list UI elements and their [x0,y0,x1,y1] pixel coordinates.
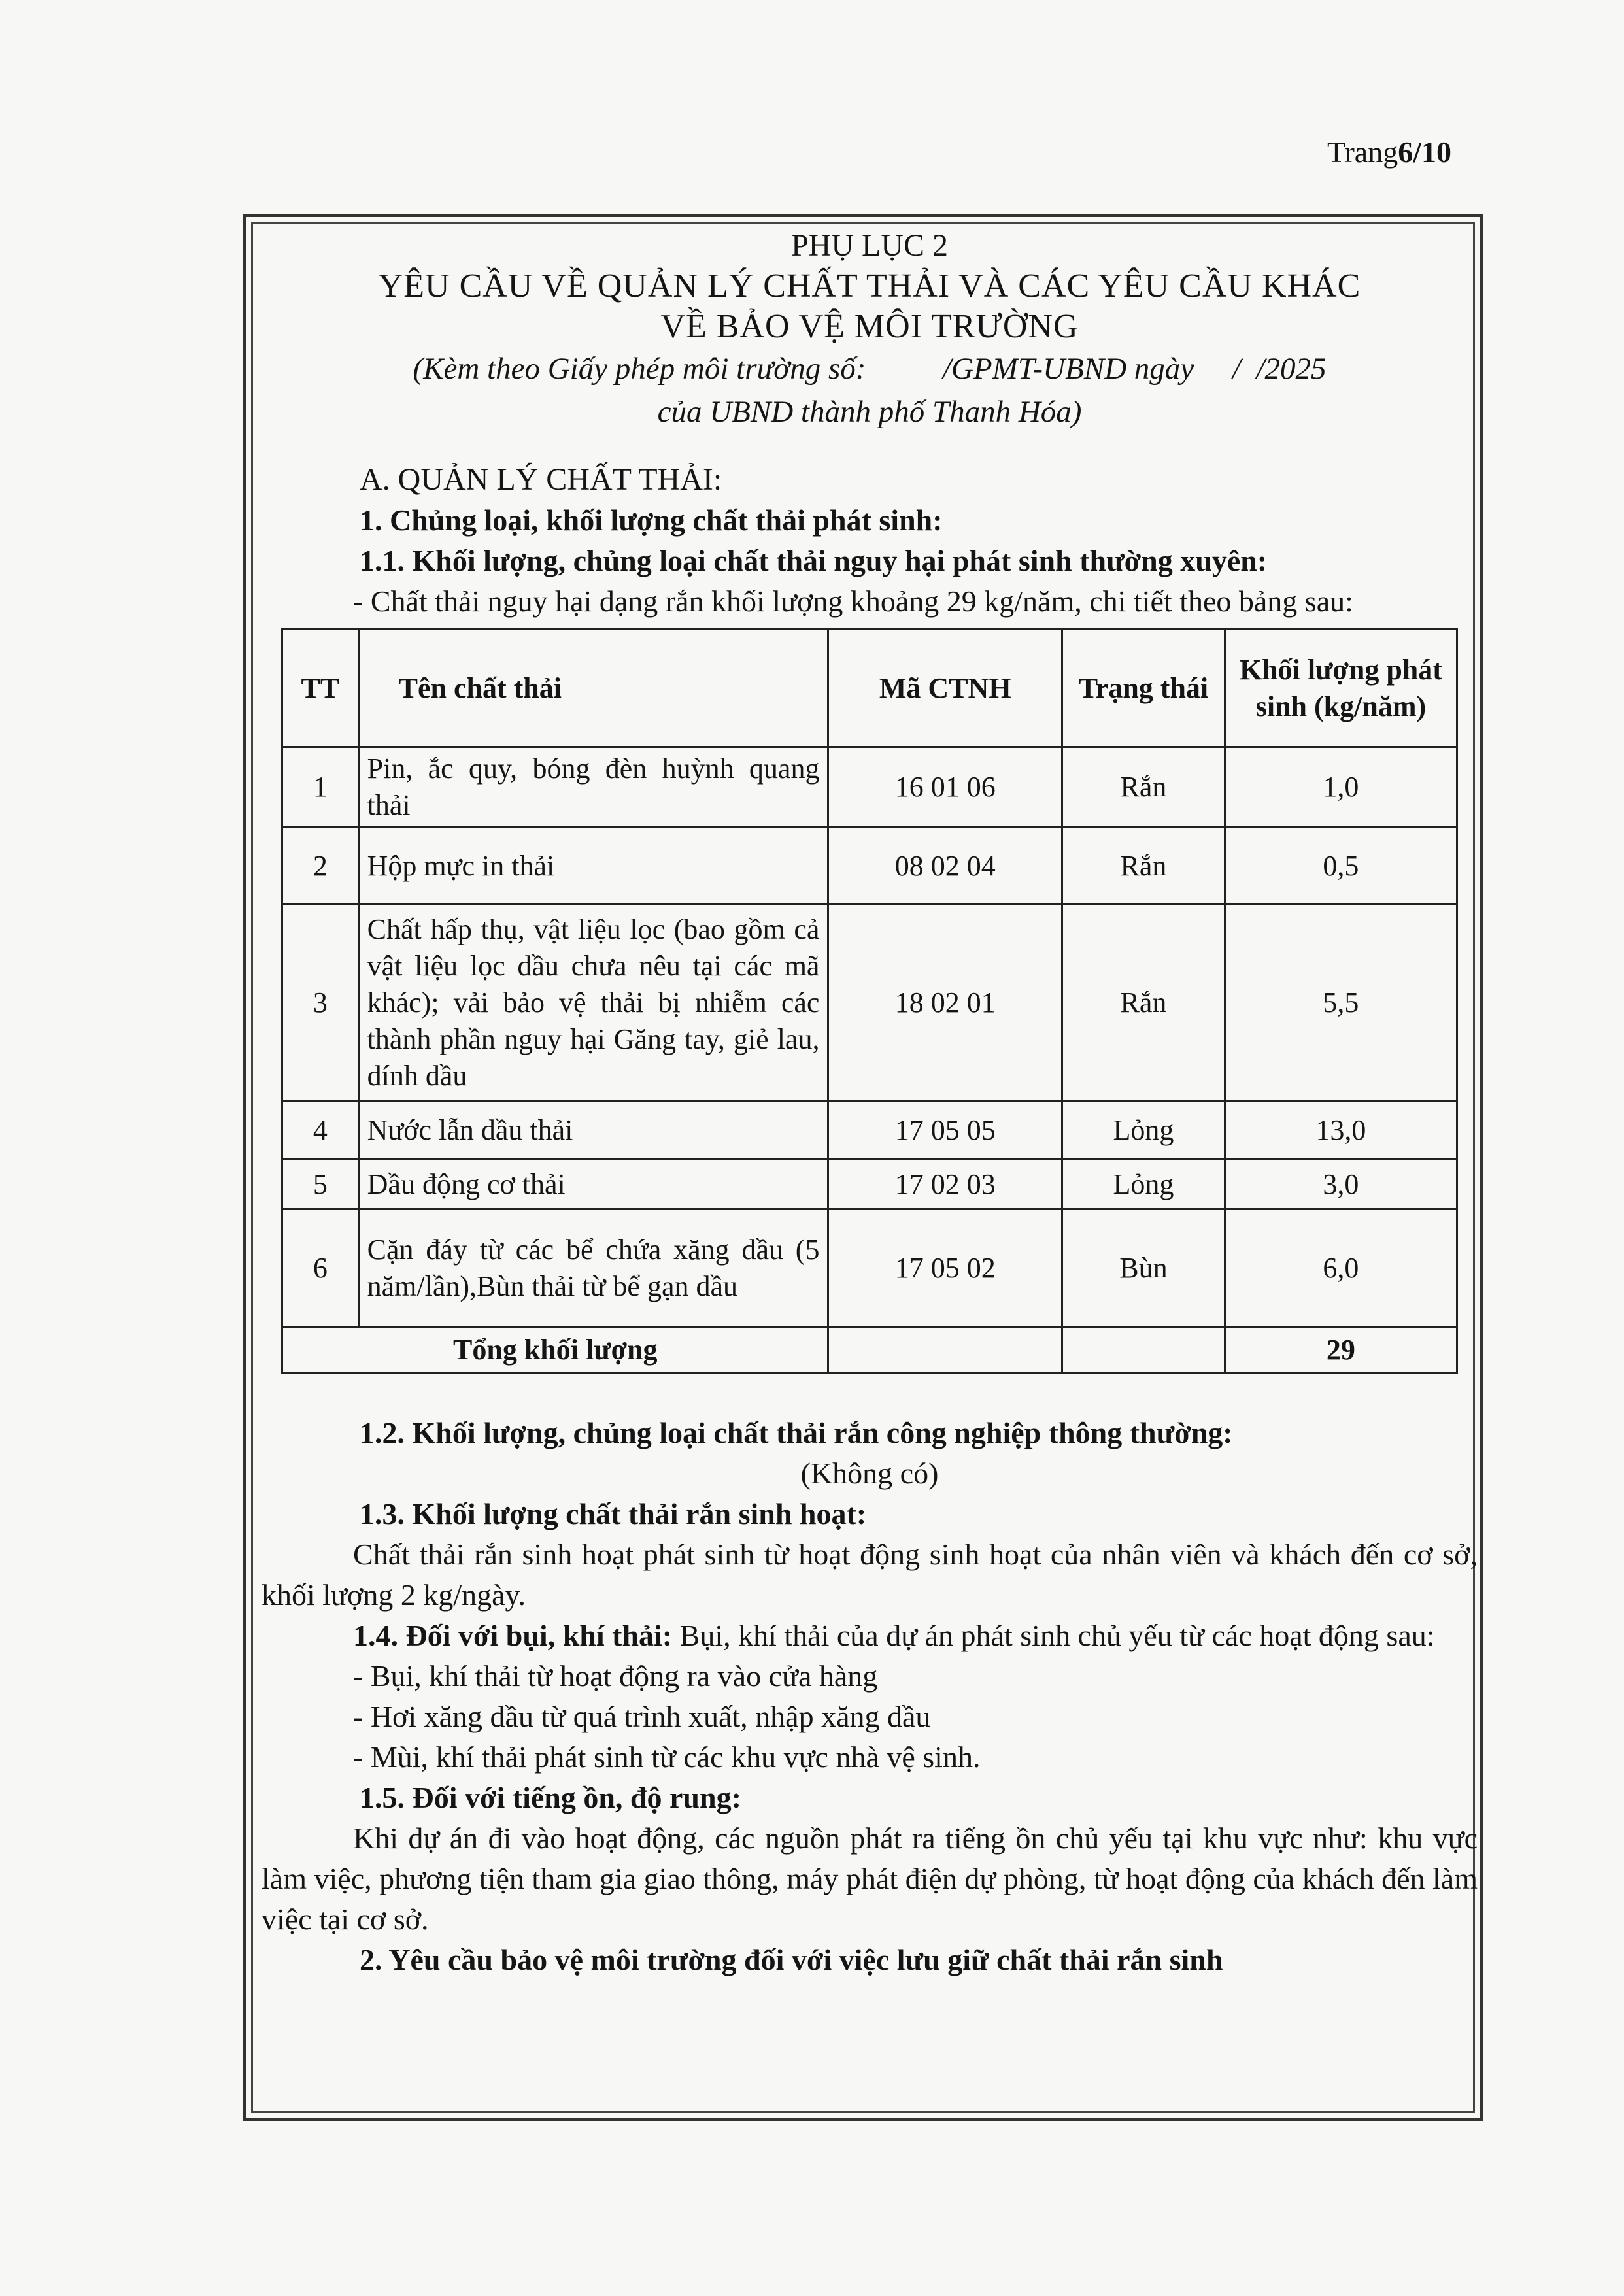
cell-state: Rắn [1062,747,1225,828]
section-1-3-heading: 1.3. Khối lượng chất thải rắn sinh hoạt: [360,1497,867,1530]
table-row [282,828,1457,905]
section-1-4-heading: 1.4. Đối với bụi, khí thải: [353,1619,673,1652]
cell-name: Hộp mực in thải [358,828,828,905]
cell-code: 16 01 06 [828,747,1062,828]
table-row [282,905,1457,1101]
table-row [282,1209,1457,1327]
table-row [282,747,1457,828]
cell-name: Dầu động cơ thải [358,1160,828,1209]
header-state: Trạng thái [1062,630,1225,747]
cell-state: Lỏng [1062,1101,1225,1160]
total-value: 29 [1225,1327,1457,1373]
cell-state: Bùn [1062,1209,1225,1327]
document-title-line1: YÊU CẦU VỀ QUẢN LÝ CHẤT THẢI VÀ CÁC YÊU CẦU KHÁC [378,267,1361,305]
section-1-2-note: (Không có) [800,1457,939,1490]
cell-mass: 6,0 [1225,1209,1457,1327]
cell-mass: 13,0 [1225,1101,1457,1160]
total-state-empty [1062,1327,1225,1373]
cell-tt: 5 [282,1160,359,1209]
cell-code: 17 05 05 [828,1101,1062,1160]
list-item: - Mùi, khí thải phát sinh từ các khu vực nhà vệ sinh. [353,1740,981,1774]
cell-mass: 0,5 [1225,828,1457,905]
cell-code: 17 02 03 [828,1160,1062,1209]
cell-tt: 6 [282,1209,359,1327]
cell-mass: 1,0 [1225,747,1457,828]
header-code: Mã CTNH [828,630,1062,747]
list-item: - Hơi xăng dầu từ quá trình xuất, nhập xăng dầu [353,1700,931,1733]
header-name: Tên chất thải [358,630,828,747]
cell-state: Lỏng [1062,1160,1225,1209]
total-code-empty [828,1327,1062,1373]
appendix-label: PHỤ LỤC 2 [790,228,949,263]
cell-code: 17 05 02 [828,1209,1062,1327]
cell-mass: 3,0 [1225,1160,1457,1209]
cell-mass: 5,5 [1225,905,1457,1101]
header-tt: TT [282,630,359,747]
cell-name: Chất hấp thụ, vật liệu lọc (bao gồm cả vật liệu lọc dầu chưa nêu tại các mã khác); vải bảo vệ thải bị nhiễm các thành phần nguy hại Găng tay, giẻ lau, dính dầu [358,905,828,1101]
section-1-5-text: Khi dự án đi vào hoạt động, các nguồn phát ra tiếng ồn chủ yếu tại khu vực như: khu vực làm việc, phương tiện tham gia giao thông, máy phát điện dự phòng, từ hoạt động của khách đến làm việc tại cơ sở. [262,1821,1478,1936]
table-header-row [282,630,1457,747]
cell-name: Pin, ắc quy, bóng đèn huỳnh quang thải [358,747,828,828]
section-1-1-heading: 1.1. Khối lượng, chủng loại chất thải nguy hại phát sinh thường xuyên: [360,544,1268,577]
cell-code: 08 02 04 [828,828,1062,905]
section-2-heading: 2. Yêu cầu bảo vệ môi trường đối với việc lưu giữ chất thải rắn sinh [360,1943,1223,1976]
document-title-line2: VỀ BẢO VỆ MÔI TRƯỜNG [660,308,1079,345]
cell-code: 18 02 01 [828,905,1062,1101]
section-1-5-heading: 1.5. Đối với tiếng ồn, độ rung: [360,1781,741,1814]
cell-tt: 1 [282,747,359,828]
list-item: - Bụi, khí thải từ hoạt động ra vào cửa hàng [353,1659,878,1693]
section-a-heading: A. QUẢN LÝ CHẤT THẢI: [360,462,722,497]
cell-name: Cặn đáy từ các bể chứa xăng dầu (5 năm/lần),Bùn thải từ bể gạn dầu [358,1209,828,1327]
hazardous-waste-table [281,628,1458,1374]
cell-name: Nước lẫn dầu thải [358,1101,828,1160]
document-body [262,226,1478,1980]
section-1-3-text: Chất thải rắn sinh hoạt phát sinh từ hoạt động sinh hoạt của nhân viên và khách đến cơ sở, khối lượng 2 kg/ngày. [262,1538,1478,1612]
cell-tt: 2 [282,828,359,905]
document-subtitle-line2: của UBND thành phố Thanh Hóa) [657,395,1082,429]
cell-tt: 3 [282,905,359,1101]
section-1-1-intro: - Chất thải nguy hại dạng rắn khối lượng khoảng 29 kg/năm, chi tiết theo bảng sau: [353,584,1353,618]
section-1-4-text: Bụi, khí thải của dự án phát sinh chủ yếu từ các hoạt động sau: [672,1619,1435,1652]
cell-tt: 4 [282,1101,359,1160]
document-subtitle-line1: (Kèm theo Giấy phép môi trường số: /GPMT-UBND ngày / /2025 [413,352,1327,386]
cell-state: Rắn [1062,828,1225,905]
section-1-2-heading: 1.2. Khối lượng, chủng loại chất thải rắn công nghiệp thông thường: [360,1416,1233,1449]
header-mass: Khối lượng phát sinh (kg/năm) [1225,630,1457,747]
table-total-row [282,1327,1457,1373]
total-label: Tổng khối lượng [282,1327,828,1373]
section-1-4-paragraph [262,1615,1478,1656]
page-number: Trang6/10 [1327,135,1451,169]
section-1-heading: 1. Chủng loại, khối lượng chất thải phát sinh: [360,503,943,537]
cell-state: Rắn [1062,905,1225,1101]
table-row [282,1160,1457,1209]
table-row [282,1101,1457,1160]
